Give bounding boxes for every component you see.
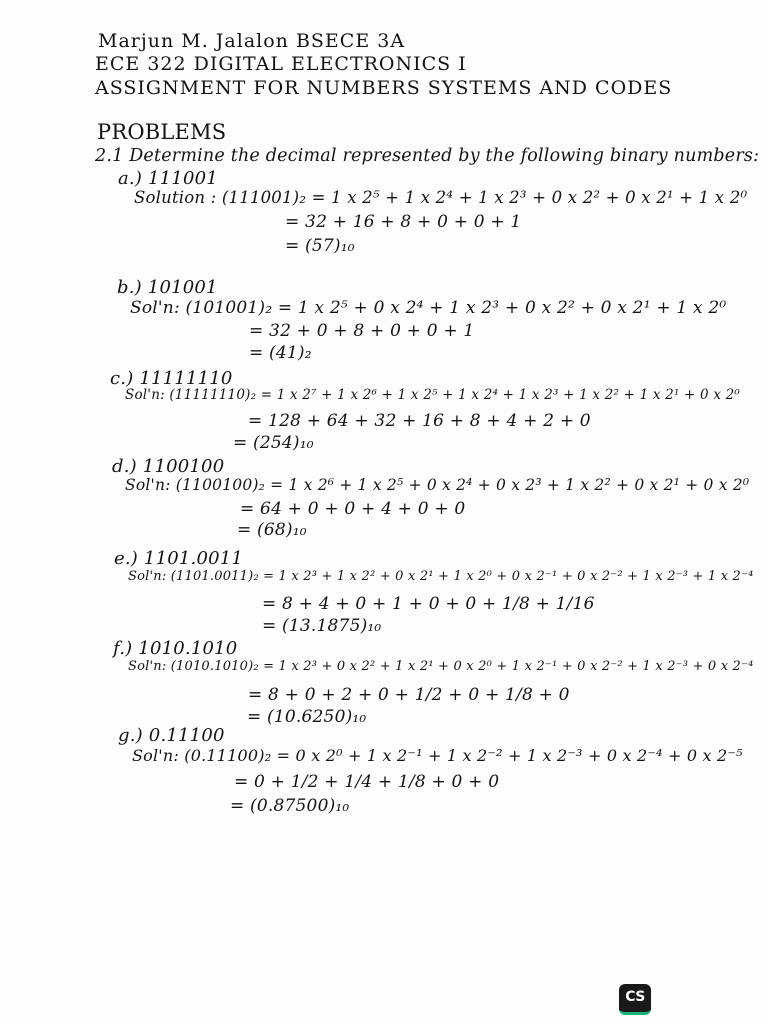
course-line: ECE 322 DIGITAL ELECTRONICS I bbox=[95, 53, 467, 75]
problem-f-label: f.) 1010.1010 bbox=[113, 638, 238, 659]
problem-d-solution: Sol'n: (1100100)₂ = 1 x 2⁶ + 1 x 2⁵ + 0 x 2⁴ + 0 x 2³ + 1 x 2² + 0 x 2¹ + 0 x 2⁰ bbox=[125, 476, 750, 494]
problem-a-result: = (57)₁₀ bbox=[285, 236, 355, 256]
problem-d-label: d.) 1100100 bbox=[112, 456, 225, 477]
problem-g-label: g.) 0.11100 bbox=[118, 725, 225, 746]
problem-g-solution: Sol'n: (0.11100)₂ = 0 x 2⁰ + 1 x 2⁻¹ + 1 x 2⁻² + 1 x 2⁻³ + 0 x 2⁻⁴ + 0 x 2⁻⁵ bbox=[132, 746, 743, 765]
problem-b-result: = (41)₂ bbox=[249, 343, 312, 363]
problem-e-result: = (13.1875)₁₀ bbox=[262, 616, 382, 636]
student-name-line: Marjun M. Jalalon BSECE 3A bbox=[98, 30, 406, 52]
problem-b-step: = 32 + 0 + 8 + 0 + 0 + 1 bbox=[249, 321, 475, 341]
problem-c-result: = (254)₁₀ bbox=[233, 433, 314, 453]
problem-a-step: = 32 + 16 + 8 + 0 + 0 + 1 bbox=[285, 212, 522, 232]
problem-b-solution: Sol'n: (101001)₂ = 1 x 2⁵ + 0 x 2⁴ + 1 x 2³ + 0 x 2² + 0 x 2¹ + 1 x 2⁰ bbox=[130, 298, 727, 318]
question-text: 2.1 Determine the decimal represented by the following binary numbers: bbox=[95, 146, 760, 166]
problem-f-step: = 8 + 0 + 2 + 0 + 1/2 + 0 + 1/8 + 0 bbox=[248, 685, 570, 705]
problem-g-result: = (0.87500)₁₀ bbox=[230, 796, 350, 816]
problem-c-step: = 128 + 64 + 32 + 16 + 8 + 4 + 2 + 0 bbox=[248, 411, 591, 431]
section-title: PROBLEMS bbox=[97, 120, 227, 144]
problem-b-label: b.) 101001 bbox=[117, 277, 218, 298]
problem-c-solution: Sol'n: (11111110)₂ = 1 x 2⁷ + 1 x 2⁶ + 1 x 2⁵ + 1 x 2⁴ + 1 x 2³ + 1 x 2² + 1 x 2¹ + 0 x 2⁰ bbox=[125, 387, 741, 403]
problem-a-solution: Solution : (111001)₂ = 1 x 2⁵ + 1 x 2⁴ + 1 x 2³ + 0 x 2² + 0 x 2¹ + 1 x 2⁰ bbox=[134, 188, 748, 207]
problem-f-solution: Sol'n: (1010.1010)₂ = 1 x 2³ + 0 x 2² + 1 x 2¹ + 0 x 2⁰ + 1 x 2⁻¹ + 0 x 2⁻² + 1 x 2⁻³ + 0 x 2⁻⁴ bbox=[128, 659, 754, 674]
problem-f-result: = (10.6250)₁₀ bbox=[247, 707, 367, 727]
problem-c-label: c.) 11111110 bbox=[110, 368, 233, 389]
problem-g-step: = 0 + 1/2 + 1/4 + 1/8 + 0 + 0 bbox=[234, 772, 500, 792]
problem-e-label: e.) 1101.0011 bbox=[114, 548, 244, 569]
problem-e-step: = 8 + 4 + 0 + 1 + 0 + 0 + 1/8 + 1/16 bbox=[262, 594, 595, 614]
camscanner-logo-icon: CS bbox=[619, 984, 651, 1015]
problem-d-step: = 64 + 0 + 0 + 4 + 0 + 0 bbox=[240, 499, 466, 519]
problem-e-solution: Sol'n: (1101.0011)₂ = 1 x 2³ + 1 x 2² + 0 x 2¹ + 1 x 2⁰ + 0 x 2⁻¹ + 0 x 2⁻² + 1 x 2⁻³ + 1 x 2⁻⁴ bbox=[128, 569, 754, 584]
problem-d-result: = (68)₁₀ bbox=[237, 520, 307, 540]
problem-a-label: a.) 111001 bbox=[118, 168, 218, 189]
assignment-title-line: ASSIGNMENT FOR NUMBERS SYSTEMS AND CODES bbox=[95, 77, 673, 99]
